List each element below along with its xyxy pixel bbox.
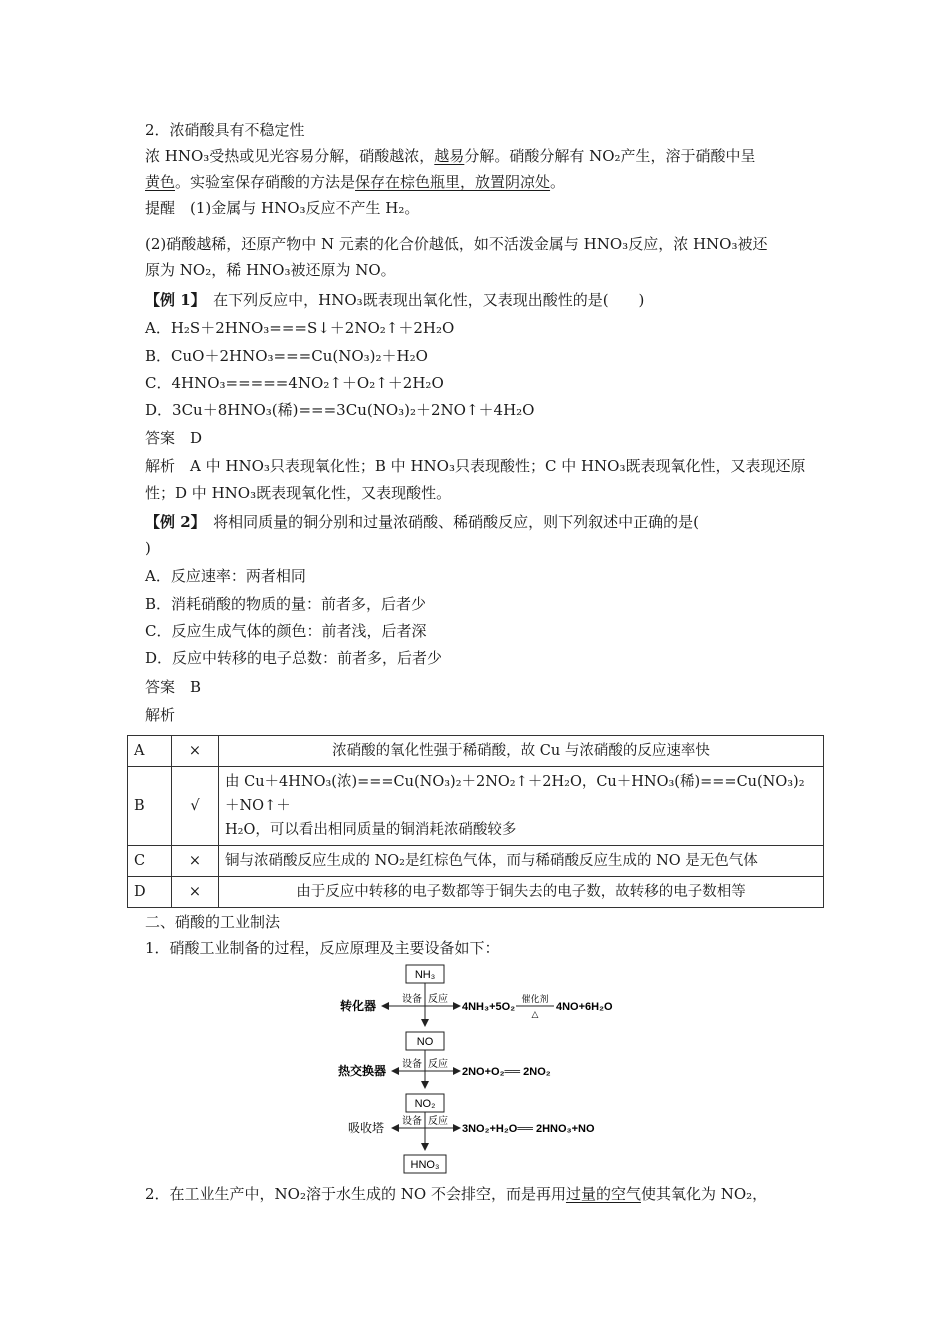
paragraph-line [145, 146, 756, 166]
underlined-term: 越易 [434, 147, 465, 165]
text-run: 2．在工业生产中，NO₂溶于水生成的 NO 不会排空，而是再用 [145, 1185, 566, 1203]
reaction-equation: 4NH₃+5O₂ [462, 1001, 516, 1013]
option-c: C．反应生成气体的颜色：前者浅，后者深 [145, 622, 427, 640]
answer-line: 答案 D [145, 429, 203, 447]
option-d: D．3Cu＋8HNO₃(稀)===3Cu(NO₃)₂＋2NO↑＋4H₂O [145, 401, 535, 419]
analysis-label: 解析 [145, 706, 176, 724]
tip-line: 提醒 (1)金属与 HNO₃反应不产生 H₂。 [145, 199, 420, 217]
analysis-line: 解析 A 中 HNO₃只表现氧化性；B 中 HNO₃只表现酸性；C 中 HNO₃既表现氧化性，又表现还原 [145, 457, 806, 475]
arrow-label: 设备 [402, 1059, 422, 1070]
heat-symbol: △ [531, 1009, 539, 1019]
paragraph-line: 1．硝酸工业制备的过程，反应原理及主要设备如下： [145, 939, 500, 957]
box-label: NO [416, 1036, 434, 1048]
question-text: 将相同质量的铜分别和过量浓硝酸、稀硝酸反应，则下列叙述中正确的是( [198, 513, 700, 531]
table-cell-option: D [128, 877, 172, 908]
text-run: 浓 HNO₃受热或见光容易分解，硝酸越浓， [145, 147, 435, 165]
table-cell-text: 铜与浓硝酸反应生成的 NO₂是红棕色气体，而与稀硝酸反应生成的 NO 是无色气体 [219, 846, 824, 877]
process-flow-diagram [330, 962, 630, 1177]
table-cell-text: 浓硝酸的氧化性强于稀硝酸，故 Cu 与浓硝酸的反应速率快 [219, 736, 824, 767]
question-end: ) [145, 539, 151, 557]
analysis-line: 性；D 中 HNO₃既表现氧化性，又表现酸性。 [145, 484, 452, 502]
table-cell-mark: × [172, 736, 219, 767]
arrow-label: 反应 [428, 994, 448, 1005]
section-heading-instability: 2．浓硝酸具有不稳定性 [145, 121, 305, 139]
answer-line: 答案 B [145, 678, 202, 696]
equipment-label: 吸收塔 [348, 1121, 385, 1135]
example-label: 【例 2】 [145, 513, 199, 531]
text-run: 。实验室保存硝酸的方法是 [175, 173, 356, 191]
table-cell-mark: √ [172, 767, 219, 846]
underlined-term: 过量的空气 [565, 1185, 641, 1203]
example1-question [145, 290, 644, 310]
equipment-label: 转化器 [340, 999, 377, 1013]
arrow-label: 设备 [402, 994, 422, 1005]
table-row [128, 736, 824, 767]
catalyst-label: 催化剂 [521, 994, 549, 1004]
underlined-term: 黄色 [145, 173, 176, 191]
underlined-term: 保存在棕色瓶里，放置阴凉处 [355, 173, 551, 191]
box-label: NH₃ [414, 969, 436, 981]
table-cell-text: 由于反应中转移的电子数都等于铜失去的电子数，故转移的电子数相等 [219, 877, 824, 908]
tip-line: (2)硝酸越稀，还原产物中 N 元素的化合价越低，如不活泼金属与 HNO₃反应，浓 HNO₃被还 [145, 235, 768, 253]
example-label: 【例 1】 [145, 291, 199, 309]
equipment-label: 热交换器 [338, 1064, 387, 1078]
box-label: NO₂ [414, 1098, 436, 1110]
analysis-table [127, 735, 824, 908]
table-row [128, 846, 824, 877]
table-cell-option: A [128, 736, 172, 767]
tip-line: 原为 NO₂，稀 HNO₃被还原为 NO。 [145, 261, 396, 279]
cell-line: 由 Cu＋4HNO₃(浓)===Cu(NO₃)₂＋2NO₂↑＋2H₂O，Cu＋HNO₃(稀)===Cu(NO₃)₂＋NO↑＋ [225, 774, 805, 814]
reaction-equation: 3NO₂+H₂O══ 2HNO₃+NO [462, 1123, 595, 1135]
table-cell-option: B [128, 767, 172, 846]
cell-line: H₂O，可以看出相同质量的铜消耗浓硝酸较多 [225, 822, 517, 838]
option-b: B．CuO＋2HNO₃===Cu(NO₃)₂＋H₂O [145, 347, 428, 365]
section-heading-industrial: 二、硝酸的工业制法 [145, 913, 281, 931]
option-a: A．H₂S＋2HNO₃===S↓＋2NO₂↑＋2H₂O [145, 319, 455, 337]
box-label: HNO₃ [410, 1159, 440, 1171]
table-cell-mark: × [172, 877, 219, 908]
text-run: 使其氧化为 NO₂， [640, 1185, 768, 1203]
table-cell-option: C [128, 846, 172, 877]
option-d: D．反应中转移的电子总数：前者多，后者少 [145, 649, 443, 667]
table-cell-mark: × [172, 846, 219, 877]
question-text: 在下列反应中，HNO₃既表现出氧化性，又表现出酸性的是( ) [198, 291, 645, 309]
reaction-equation: 2NO+O₂══ 2NO₂ [462, 1066, 551, 1078]
option-c: C．4HNO₃=====4NO₂↑＋O₂↑＋2H₂O [145, 374, 444, 392]
option-a: A．反应速率：两者相同 [145, 567, 306, 585]
reaction-product: 4NO+6H₂O [556, 1001, 613, 1013]
text-run: 分解。硝酸分解有 NO₂产生，溶于硝酸中呈 [464, 147, 756, 165]
paragraph-line [145, 1184, 767, 1204]
arrow-label: 反应 [428, 1116, 448, 1127]
table-row [128, 767, 824, 846]
arrow-label: 设备 [402, 1116, 422, 1127]
table-cell-text [219, 767, 824, 846]
text-run: 。 [550, 173, 566, 191]
arrow-label: 反应 [428, 1059, 448, 1070]
table-row [128, 877, 824, 908]
paragraph-line [145, 172, 565, 192]
example2-question [145, 512, 699, 532]
option-b: B．消耗硝酸的物质的量：前者多，后者少 [145, 595, 427, 613]
